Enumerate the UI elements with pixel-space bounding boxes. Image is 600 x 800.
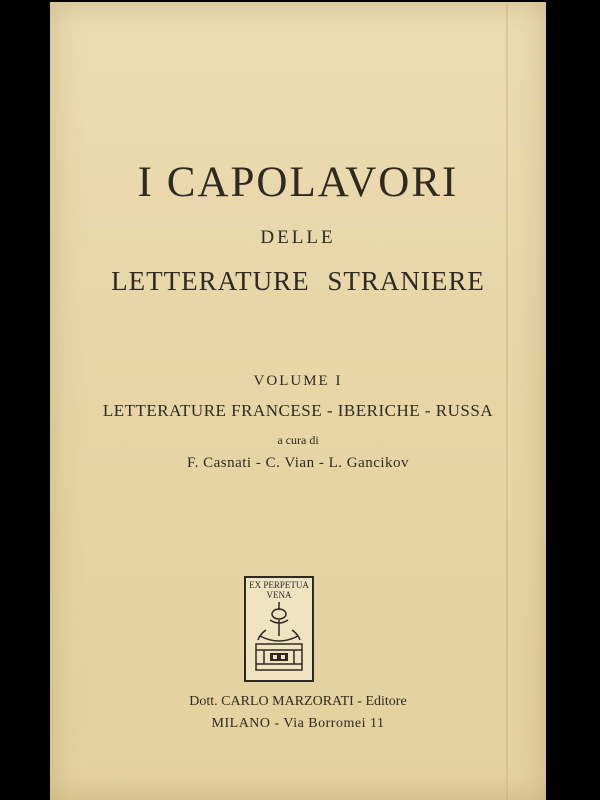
subtitle-main: LETTERATURE STRANIERE (111, 266, 485, 296)
fountain-icon (246, 600, 312, 678)
volume-contents: LETTERATURE FRANCESE - IBERICHE - RUSSA (102, 401, 494, 420)
emblem-motto-line1: EX PERPETUA (249, 580, 309, 590)
title-page (50, 2, 546, 800)
editors-list: F. Casnati - C. Vian - L. Gancikov (186, 455, 410, 471)
publisher-emblem (244, 576, 314, 682)
subtitle-delle: DELLE (260, 227, 336, 248)
publisher-name: Dott. CARLO MARZORATI - Editore (189, 694, 407, 709)
volume-number: VOLUME I (253, 373, 343, 389)
curated-by-label: a cura di (277, 433, 319, 447)
emblem-motto-line2: VENA (266, 590, 292, 600)
book-title: I CAPOLAVORI (137, 159, 459, 206)
publisher-address: MILANO - Via Borromei 11 (211, 716, 385, 731)
